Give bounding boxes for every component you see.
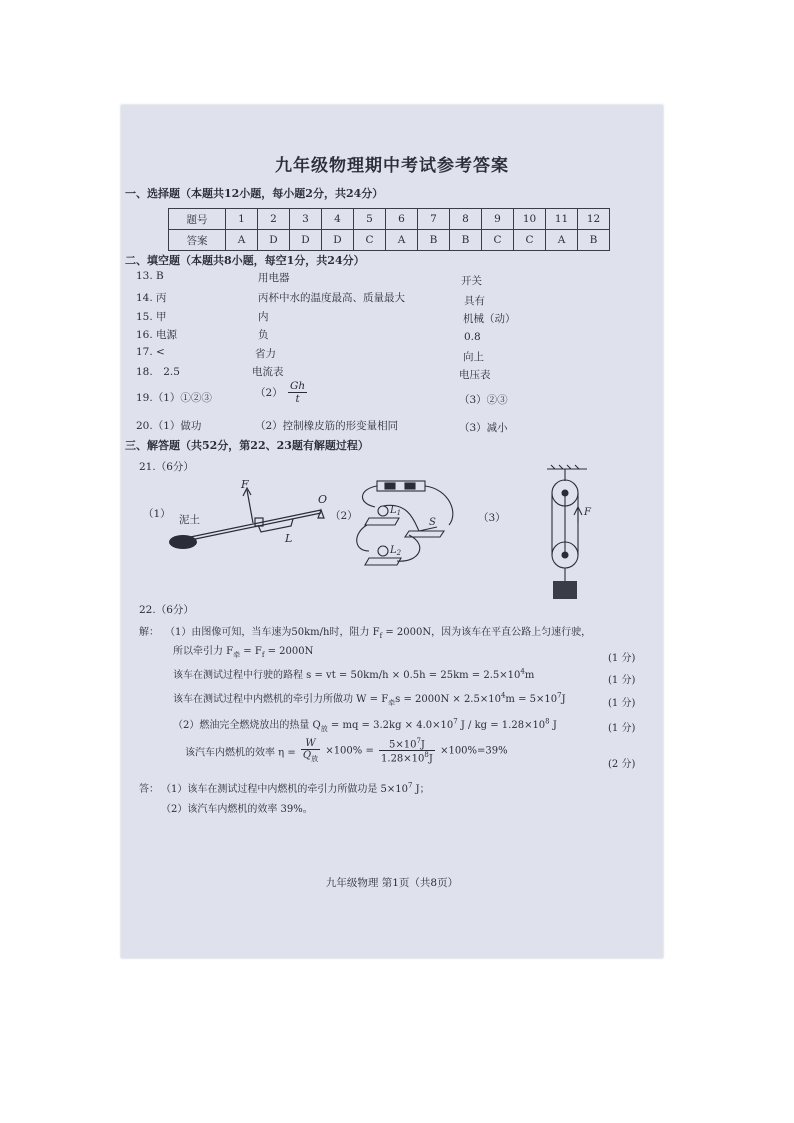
cell: 9 [482,209,514,230]
hatch [567,465,571,469]
q21-part2: （2） [330,510,358,522]
hatch [559,465,563,469]
q22-score2: (1 分) [608,675,636,686]
fraction-denominator: t [295,393,300,405]
circuit-figure [349,473,464,573]
q22-score5: (2 分) [608,759,636,770]
cell: C [354,230,386,251]
efficiency-fraction-2: $\frac{5\times 10^7J}{1.28\times 10^8J}$ [381,737,433,765]
lever-figure [161,470,331,555]
fill-13-b: 用电器 [258,272,290,284]
q22-answer2: （2）该汽车内燃机的效率 39%。 [161,804,313,815]
cell: 3 [290,209,322,230]
q22-line2: 所以牵引力 $F_牵 = F_f = 2000N$ [173,646,314,659]
q22-solve-label: 解： [139,627,159,638]
lamp1-bulb [378,506,388,516]
section2-heading: 二、填空题（本题共8小题，每空1分，共24分） [125,254,365,267]
fill-16-a: 16. 电源 [136,329,178,341]
arm-label: L [285,532,293,545]
fill-17-b: 省力 [255,348,276,360]
fill-16-c: 0.8 [464,331,481,343]
q22-line1: （1）由图像可知，当车速为50km/h时，阻力 $F_f = 2000N$，因为该车在平直公路上匀速行驶， [165,627,592,640]
cell: D [290,230,322,251]
hatch [551,465,555,469]
cell: 1 [226,209,258,230]
fill-15-a: 15. 甲 [136,311,167,323]
hatch [575,465,579,469]
pulley-figure [537,463,607,613]
fraction-gh-t [288,380,307,405]
fill-18-c: 电压表 [459,369,491,381]
fill-19-b [255,380,309,405]
cell: A [386,230,418,251]
battery-cell-1 [385,483,395,489]
wire [357,525,369,551]
fill-13-a: 13. B [136,270,164,282]
table-row-numbers [169,209,610,230]
fill-16-b: 负 [258,329,269,341]
cell: 5 [354,209,386,230]
lamp2-bulb [378,546,388,556]
row-label: 题号 [169,209,226,230]
fill-13-c: 开关 [461,275,482,287]
mud-label: 泥土 [179,514,200,526]
cell: 11 [546,209,578,230]
page-footer: 九年级物理 第1页（共8页） [325,877,459,889]
cell: 12 [578,209,610,230]
fill-18-a: 18. 2.5 [136,366,180,378]
q22-line5: （2）燃油完全燃烧放出的热量 $Q_放$ = mq = $3.2kg \times 4.0\times 10^7$ J / kg = $1.28\times 10^8$ J [173,717,557,733]
fill-14-c: 具有 [464,295,485,307]
mud-lump [169,535,197,549]
cell: C [514,230,546,251]
lamp1-label: $L_1$ [390,505,402,517]
pivot-label: O [318,493,328,506]
fill-19-c: （3）②③ [459,394,508,406]
fill-17-a: 17. < [136,346,165,358]
cell: 4 [322,209,354,230]
q21-part3: （3） [478,512,506,524]
section1-heading: 一、选择题（本题共12小题，每小题2分，共24分） [125,187,384,200]
force-arrow [247,490,253,523]
q22-line3: 该车在测试过程中行驶的路程 s = vt = $50km/h \times 0.5h = 25km = 2.5\times 10^4m$ [173,667,535,681]
fill-14-b: 丙杯中水的温度最高、质量最大 [258,292,405,304]
cell: B [450,230,482,251]
cell: 7 [418,209,450,230]
fill-19-a: 19.（1）①②③ [136,392,212,404]
fill-15-c: 机械（动） [463,313,516,325]
q21-part1: （1） [143,508,171,520]
cell: 6 [386,209,418,230]
cell: D [258,230,290,251]
force-label: F [584,507,591,518]
q22-line6: 该汽车内燃机的效率 η = $\frac{W}{Q_放}$ ×100% = $\frac{5\times 10^7J}{1.28\times 10^8J}$ ×100%=39% [185,737,508,765]
page-title: 九年级物理期中考试参考答案 [275,156,509,176]
fraction-numerator: Gh [290,380,306,392]
cell: A [226,230,258,251]
wire [362,486,377,507]
fill-20-c: （3）减小 [459,422,508,434]
q22-answer1: （1）该车在测试过程中内燃机的牵引力所做功是 $5\times 10^7$ J； [161,781,430,795]
cell: 10 [514,209,546,230]
cell: D [322,230,354,251]
lamp2-label: $L_2$ [390,545,402,557]
switch-label: S [429,517,436,528]
answer-sheet [121,105,663,958]
cell: 8 [450,209,482,230]
table-row-answers [169,230,610,251]
section3-heading: 三、解答题（共52分，第22、23题有解题过程） [125,439,369,452]
q22-score3: (1 分) [608,698,636,709]
battery-cell-2 [405,483,415,489]
q22-label: 22.（6分） [139,604,194,616]
q22-line4: 该车在测试过程中内燃机的牵引力所做功 $W = F_牵s = 2000N \times 2.5\times 10^4m = 5\times 10^7J$ [173,691,566,707]
weight-block [553,581,577,599]
pivot-triangle [318,510,324,518]
battery-box [377,481,425,491]
cell: B [418,230,450,251]
fill-20-b: （2）控制橡皮筋的形变量相同 [255,420,399,432]
fill-15-b: 内 [258,311,269,323]
q22-answer-label: 答： [139,784,159,795]
q22-score4: (1 分) [608,723,636,734]
fill-20-a: 20.（1）做功 [136,420,202,432]
cell: C [482,230,514,251]
lamp2-base [365,558,401,565]
choice-answer-table [168,208,610,251]
lamp1-base [365,518,399,525]
cell: B [578,230,610,251]
q22-score1: (1 分) [608,653,636,664]
fill-14-a: 14. 丙 [136,292,167,304]
fill-19-b-prefix: （2） [255,387,283,399]
row-label: 答案 [169,230,226,251]
fill-17-c: 向上 [463,351,484,363]
cell: A [546,230,578,251]
fill-18-b: 电流表 [252,366,284,378]
force-label: F [241,478,249,491]
cell: 2 [258,209,290,230]
efficiency-fraction-1: $\frac{W}{Q_放}$ [302,737,319,763]
q21-label: 21.（6分） [139,461,194,473]
